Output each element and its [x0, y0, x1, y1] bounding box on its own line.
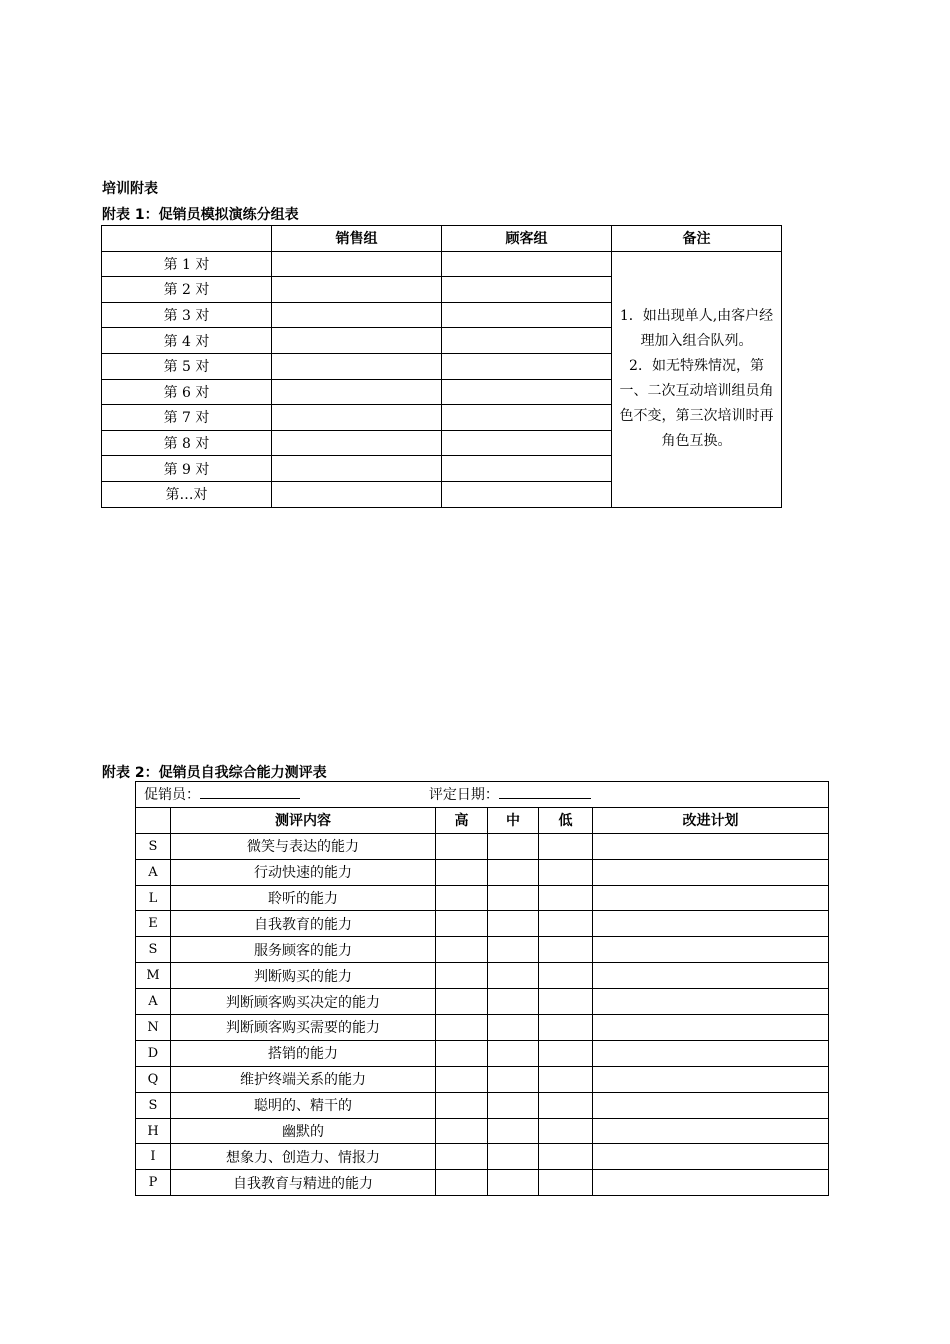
- rating-high-cell[interactable]: [436, 1092, 488, 1118]
- ability-code: I: [136, 1144, 171, 1170]
- rating-high-cell[interactable]: [436, 859, 488, 885]
- rating-low-cell[interactable]: [539, 833, 593, 859]
- table2-row: [136, 885, 829, 911]
- ability-item: 幽默的: [171, 1118, 436, 1144]
- rating-mid-cell[interactable]: [488, 989, 539, 1015]
- sales-cell[interactable]: [272, 302, 442, 328]
- promoter-label: 促销员：: [144, 787, 200, 804]
- rating-mid-cell[interactable]: [488, 1144, 539, 1170]
- ability-item: 想象力、创造力、情报力: [171, 1144, 436, 1170]
- rating-mid-cell[interactable]: [488, 963, 539, 989]
- pair-label: 第 7 对: [102, 405, 272, 431]
- table1-caption: 附表 1：促销员模拟演练分组表: [102, 207, 299, 223]
- rating-high-cell[interactable]: [436, 833, 488, 859]
- ability-item: 自我教育的能力: [171, 911, 436, 937]
- rating-mid-cell[interactable]: [488, 911, 539, 937]
- ability-item: 服务顾客的能力: [171, 937, 436, 963]
- table2-row: [136, 1040, 829, 1066]
- customer-cell[interactable]: [442, 481, 612, 507]
- customer-cell[interactable]: [442, 456, 612, 482]
- plan-cell[interactable]: [593, 1015, 829, 1041]
- rating-high-cell[interactable]: [436, 1170, 488, 1196]
- customer-cell[interactable]: [442, 405, 612, 431]
- date-label: 评定日期：: [428, 787, 499, 804]
- table1-header-customer: 顾客组: [442, 226, 612, 252]
- ability-item: 判断顾客购买决定的能力: [171, 989, 436, 1015]
- plan-cell[interactable]: [593, 937, 829, 963]
- grouping-table: [101, 225, 782, 508]
- rating-low-cell[interactable]: [539, 963, 593, 989]
- ability-item: 聪明的、精干的: [171, 1092, 436, 1118]
- sales-cell[interactable]: [272, 277, 442, 303]
- table2-row: [136, 1118, 829, 1144]
- plan-cell[interactable]: [593, 1144, 829, 1170]
- rating-mid-cell[interactable]: [488, 1092, 539, 1118]
- note-cell: [612, 251, 782, 507]
- ability-item: 行动快速的能力: [171, 859, 436, 885]
- ability-item: 判断顾客购买需要的能力: [171, 1015, 436, 1041]
- pair-label: 第…对: [102, 481, 272, 507]
- pair-label: 第 5 对: [102, 353, 272, 379]
- plan-cell[interactable]: [593, 963, 829, 989]
- pair-label: 第 3 对: [102, 302, 272, 328]
- table2-info-cell: [136, 782, 829, 808]
- table2-header-row: [136, 807, 829, 833]
- ability-item: 微笑与表达的能力: [171, 833, 436, 859]
- ability-code: L: [136, 885, 171, 911]
- pair-label: 第 6 对: [102, 379, 272, 405]
- table1-header-sales: 销售组: [272, 226, 442, 252]
- rating-high-cell[interactable]: [436, 1066, 488, 1092]
- rating-high-cell[interactable]: [436, 989, 488, 1015]
- pair-label: 第 9 对: [102, 456, 272, 482]
- sales-cell[interactable]: [272, 379, 442, 405]
- rating-low-cell[interactable]: [539, 1066, 593, 1092]
- plan-cell[interactable]: [593, 1118, 829, 1144]
- table2-row: [136, 1015, 829, 1041]
- ability-code: Q: [136, 1066, 171, 1092]
- ability-item: 搭销的能力: [171, 1040, 436, 1066]
- rating-low-cell[interactable]: [539, 1015, 593, 1041]
- sales-cell[interactable]: [272, 405, 442, 431]
- ability-code: H: [136, 1118, 171, 1144]
- ability-item: 判断购买的能力: [171, 963, 436, 989]
- rating-high-cell[interactable]: [436, 937, 488, 963]
- ability-code: E: [136, 911, 171, 937]
- customer-cell[interactable]: [442, 251, 612, 277]
- rating-mid-cell[interactable]: [488, 937, 539, 963]
- sales-cell[interactable]: [272, 328, 442, 354]
- plan-cell[interactable]: [593, 1066, 829, 1092]
- table2-header-mid: 中: [488, 807, 539, 833]
- ability-code: D: [136, 1040, 171, 1066]
- table2-row: [136, 859, 829, 885]
- plan-cell[interactable]: [593, 911, 829, 937]
- rating-mid-cell[interactable]: [488, 1040, 539, 1066]
- table1-header-row: [102, 226, 782, 252]
- rating-high-cell[interactable]: [436, 1118, 488, 1144]
- ability-code: A: [136, 989, 171, 1015]
- rating-mid-cell[interactable]: [488, 833, 539, 859]
- rating-high-cell[interactable]: [436, 911, 488, 937]
- pair-label: 第 4 对: [102, 328, 272, 354]
- customer-cell[interactable]: [442, 328, 612, 354]
- table2-row: [136, 1170, 829, 1196]
- customer-cell[interactable]: [442, 353, 612, 379]
- table2-row: [136, 833, 829, 859]
- rating-high-cell[interactable]: [436, 885, 488, 911]
- table1-row: [102, 251, 782, 277]
- ability-code: M: [136, 963, 171, 989]
- assessment-table: [135, 781, 829, 1196]
- customer-cell[interactable]: [442, 430, 612, 456]
- plan-cell[interactable]: [593, 1092, 829, 1118]
- ability-item: 自我教育与精进的能力: [171, 1170, 436, 1196]
- ability-code: S: [136, 937, 171, 963]
- rating-mid-cell[interactable]: [488, 859, 539, 885]
- table2-header-item: 测评内容: [171, 807, 436, 833]
- rating-low-cell[interactable]: [539, 1144, 593, 1170]
- table1-header-note: 备注: [612, 226, 782, 252]
- table1-header-blank: [102, 226, 272, 252]
- date-blank[interactable]: [499, 786, 591, 799]
- rating-low-cell[interactable]: [539, 1040, 593, 1066]
- page-title: 培训附表: [102, 181, 158, 197]
- plan-cell[interactable]: [593, 1170, 829, 1196]
- plan-cell[interactable]: [593, 885, 829, 911]
- plan-cell[interactable]: [593, 859, 829, 885]
- ability-code: P: [136, 1170, 171, 1196]
- note-line: 2．如无特殊情况，第一、二次互动培训组员角色不变，第三次培训时再角色互换。: [619, 358, 774, 450]
- customer-cell[interactable]: [442, 302, 612, 328]
- ability-item: 聆听的能力: [171, 885, 436, 911]
- rating-high-cell[interactable]: [436, 1040, 488, 1066]
- rating-low-cell[interactable]: [539, 937, 593, 963]
- sales-cell[interactable]: [272, 481, 442, 507]
- table2-caption: 附表 2：促销员自我综合能力测评表: [102, 765, 327, 781]
- sales-cell[interactable]: [272, 456, 442, 482]
- rating-high-cell[interactable]: [436, 963, 488, 989]
- rating-mid-cell[interactable]: [488, 1118, 539, 1144]
- table2-header-high: 高: [436, 807, 488, 833]
- note-line: 1．如出现单人,由客户经理加入组合队列。: [619, 308, 774, 350]
- rating-low-cell[interactable]: [539, 859, 593, 885]
- table2-row: [136, 1092, 829, 1118]
- table2-row: [136, 963, 829, 989]
- ability-code: S: [136, 833, 171, 859]
- table2-row: [136, 1066, 829, 1092]
- rating-low-cell[interactable]: [539, 1118, 593, 1144]
- pair-label: 第 1 对: [102, 251, 272, 277]
- sales-cell[interactable]: [272, 353, 442, 379]
- table2-row: [136, 937, 829, 963]
- plan-cell[interactable]: [593, 1040, 829, 1066]
- rating-mid-cell[interactable]: [488, 1066, 539, 1092]
- table2-info-row: [136, 782, 829, 808]
- customer-cell[interactable]: [442, 277, 612, 303]
- rating-high-cell[interactable]: [436, 1144, 488, 1170]
- sales-cell[interactable]: [272, 430, 442, 456]
- pair-label: 第 8 对: [102, 430, 272, 456]
- rating-mid-cell[interactable]: [488, 1170, 539, 1196]
- ability-code: S: [136, 1092, 171, 1118]
- ability-item: 维护终端关系的能力: [171, 1066, 436, 1092]
- rating-low-cell[interactable]: [539, 1092, 593, 1118]
- table2-row: [136, 1144, 829, 1170]
- rating-low-cell[interactable]: [539, 885, 593, 911]
- pair-label: 第 2 对: [102, 277, 272, 303]
- rating-mid-cell[interactable]: [488, 885, 539, 911]
- ability-code: N: [136, 1015, 171, 1041]
- table2-row: [136, 911, 829, 937]
- table2-header-plan: 改进计划: [593, 807, 829, 833]
- rating-low-cell[interactable]: [539, 911, 593, 937]
- rating-mid-cell[interactable]: [488, 1015, 539, 1041]
- plan-cell[interactable]: [593, 833, 829, 859]
- table2-header-code: [136, 807, 171, 833]
- table2-row: [136, 989, 829, 1015]
- ability-code: A: [136, 859, 171, 885]
- plan-cell[interactable]: [593, 989, 829, 1015]
- table2-header-low: 低: [539, 807, 593, 833]
- rating-low-cell[interactable]: [539, 989, 593, 1015]
- rating-high-cell[interactable]: [436, 1015, 488, 1041]
- rating-low-cell[interactable]: [539, 1170, 593, 1196]
- promoter-blank[interactable]: [200, 786, 300, 799]
- sales-cell[interactable]: [272, 251, 442, 277]
- customer-cell[interactable]: [442, 379, 612, 405]
